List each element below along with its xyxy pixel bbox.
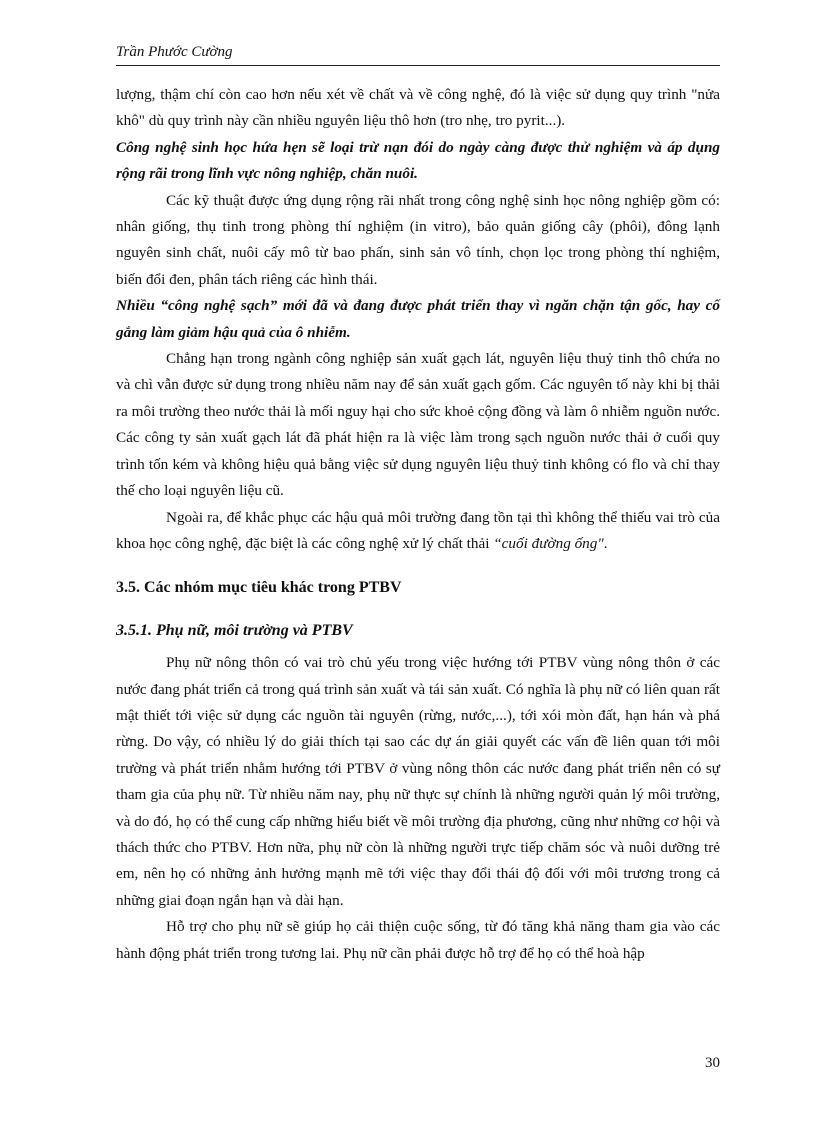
header-divider	[116, 65, 720, 66]
end-of-pipe-period: .	[603, 534, 608, 552]
paragraph-support-women: Hỗ trợ cho phụ nữ sẽ giúp họ cải thiện cuộc sống, từ đó tăng khả năng tham gia vào các hành động phát triển trong tương lai. Phụ nữ cần phải được hỗ trợ để họ có thể hoà hập	[116, 918, 720, 962]
subsection-heading-3-5-1: 3.5.1. Phụ nữ, môi trường và PTBV	[116, 621, 353, 639]
paragraph-tile-industry: Chẳng hạn trong ngành công nghiệp sản xuất gạch lát, nguyên liệu thuỷ tinh thô chứa no và chì vẫn được sử dụng trong nhiều năm nay để sản xuất gạch gốm. Các nguyên tố này khi bị thải ra môi trường theo nước thải là mối nguy hại cho sức khoẻ cộng đồng và làm ô nhiễm nguồn nước. Các công ty sản xuất gạch lát đã phát hiện ra là việc làm trong sạch nguồn nước thải ở cuối quy trình tốn kém và không hiệu quả bằng việc sử dụng nguyên liệu thuỷ tinh không có flo và chỉ thay thế cho loại nguyên liệu cũ.	[116, 350, 720, 500]
emphasis-biotech: Công nghệ sinh học hứa hẹn sẽ loại trừ nạn đói do ngày càng được thử nghiệm và áp dụng rộng rãi trong lĩnh vực nông nghiệp, chăn nuôi.	[116, 138, 720, 183]
end-of-pipe-italic: “cuối đường ống"	[493, 534, 604, 552]
paragraph-end-of-pipe	[116, 505, 720, 558]
end-of-pipe-text: Ngoài ra, để khắc phục các hậu quả môi trường đang tồn tại thì không thể thiếu vai trò của khoa học công nghệ, đặc biệt là các công nghệ xử lý chất thải	[116, 508, 720, 552]
paragraph-rural-women: Phụ nữ nông thôn có vai trò chủ yếu trong việc hướng tới PTBV vùng nông thôn ở các nước đang phát triển cả trong quá trình sản xuất và tái sản xuất. Có nghĩa là phụ nữ có liên quan rất mật thiết tới việc sử dụng các nguồn tài nguyên (rừng, nước,...), tới xói mòn đất, hạn hán và phá rừng. Do vậy, có nhiều lý do giải thích tại sao các dự án giải quyết các vấn đề liên quan tới môi trường và phát triển nhằm hướng tới PTBV ở vùng nông thôn các nước đang phát triển nên có sự tham gia của phụ nữ. Từ nhiều năm nay, phụ nữ thực sự chính là những người quản lý môi trường, và do đó, họ có thể cung cấp những hiểu biết về môi trường địa phương, cũng như những cơ hội và thách thức cho PTBV. Hơn nữa, phụ nữ còn là những người trực tiếp chăm sóc và nuôi dưỡng trẻ em, nên họ có những ảnh hưởng mạnh mẽ tới việc thay đổi thái độ đối với môi trương trong cả những giai đoạn ngắn hạn và dài hạn.	[116, 654, 720, 909]
document-body	[116, 82, 720, 967]
paragraph-continued: lượng, thậm chí còn cao hơn nếu xét về chất và về công nghệ, đó là việc sử dụng quy trình "nửa khô" dù quy trình này cần nhiều nguyên liệu thô hơn (tro nhẹ, tro pyrit...).	[116, 86, 720, 130]
page-number: 30	[705, 1055, 720, 1071]
section-heading-3-5: 3.5. Các nhóm mục tiêu khác trong PTBV	[116, 579, 402, 597]
header-author: Trần Phước Cường	[116, 44, 233, 60]
emphasis-clean-tech: Nhiều “công nghệ sạch” mới đã và đang được phát triển thay vì ngăn chặn tận gốc, hay cố gắng làm giảm hậu quả của ô nhiễm.	[116, 297, 720, 341]
paragraph-biotech-techniques: Các kỹ thuật được ứng dụng rộng rãi nhất trong công nghệ sinh học nông nghiệp gồm có: nhân giống, thụ tinh trong phòng thí nghiệm (in vitro), bảo quản giống cây (phôi), đông lạnh nguyên sinh chất, nuôi cấy mô từ bao phấn, sinh sản vô tính, chọn lọc trong phòng thí nghiệm, biến đổi đen, phân tách riêng các hình thái.	[116, 191, 720, 288]
